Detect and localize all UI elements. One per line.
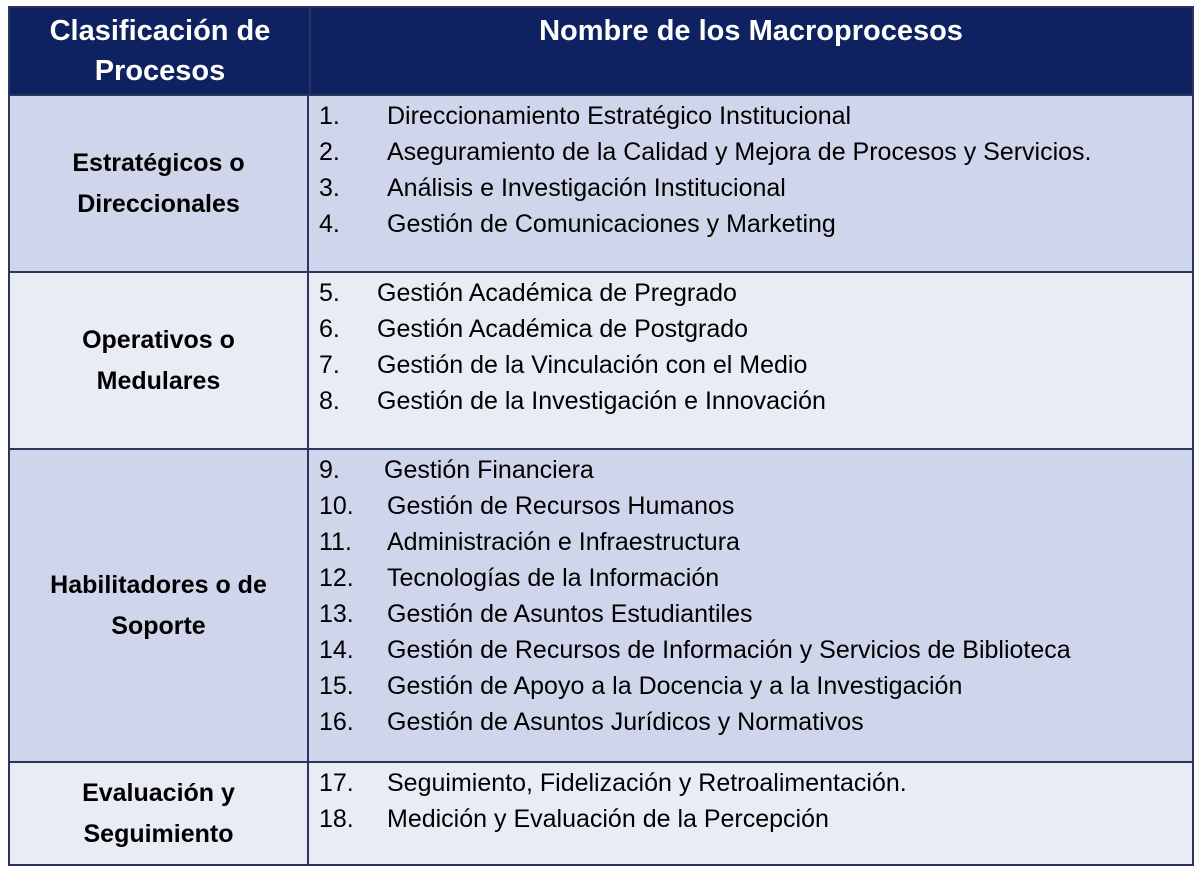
process-name: Gestión Académica de Pregrado	[377, 279, 737, 307]
category-line2: Medulares	[96, 366, 221, 395]
process-name: Gestión de la Investigación e Innovación	[377, 387, 826, 415]
process-number: 8.	[319, 387, 340, 415]
category-line2: Direccionales	[77, 189, 240, 218]
table-row-evaluation	[10, 763, 1192, 864]
category-line2: Seguimiento	[83, 819, 234, 848]
process-name: Administración e Infraestructura	[387, 528, 740, 556]
process-name: Gestión Académica de Postgrado	[377, 315, 749, 343]
process-name: Gestión de Asuntos Jurídicos y Normativos	[387, 708, 864, 736]
process-name: Gestión de Recursos de Información y Servicios de Biblioteca	[387, 636, 1071, 664]
process-name: Gestión de la Vinculación con el Medio	[377, 351, 808, 379]
category-line2: Soporte	[111, 611, 206, 640]
process-number: 11.	[319, 528, 352, 556]
process-list	[311, 450, 1192, 761]
table-row-operational	[10, 273, 1192, 450]
process-number: 13.	[319, 600, 354, 628]
process-number: 3.	[319, 174, 340, 202]
process-number: 10.	[319, 492, 354, 520]
process-name: Seguimiento, Fidelización y Retroalimentación.	[387, 769, 907, 797]
category-cell	[10, 96, 309, 271]
process-number: 14.	[319, 636, 354, 664]
process-name: Gestión de Apoyo a la Docencia y a la Investigación	[387, 672, 963, 700]
process-number: 15.	[319, 672, 354, 700]
category-cell	[10, 763, 309, 864]
table-header	[10, 8, 1192, 96]
process-name: Direccionamiento Estratégico Institucional	[387, 102, 852, 130]
process-list	[311, 96, 1192, 271]
process-number: 9.	[319, 456, 340, 484]
category-line1: Evaluación y	[82, 778, 235, 807]
process-name: Gestión de Asuntos Estudiantiles	[387, 600, 753, 628]
process-number: 6.	[319, 315, 340, 343]
macroprocess-table	[8, 6, 1194, 866]
process-number: 16.	[319, 708, 354, 736]
header-classification-line1: Clasificación de	[49, 15, 271, 47]
process-name: Aseguramiento de la Calidad y Mejora de Procesos y Servicios.	[387, 138, 1092, 166]
process-name: Tecnologías de la Información	[387, 564, 720, 592]
process-number: 18.	[319, 805, 354, 833]
header-classification	[10, 8, 310, 94]
header-classification-line2: Procesos	[94, 55, 226, 87]
category-cell	[10, 450, 309, 761]
category-line1: Operativos o	[82, 325, 235, 354]
category-cell	[10, 273, 309, 448]
process-name: Gestión Financiera	[384, 456, 594, 484]
category-line1: Estratégicos o	[72, 148, 245, 177]
table-row-support	[10, 450, 1192, 763]
process-number: 4.	[319, 210, 340, 238]
category-line1: Habilitadores o de	[50, 570, 267, 599]
process-name: Análisis e Investigación Institucional	[387, 174, 786, 202]
process-number: 17.	[319, 769, 354, 797]
process-name: Gestión de Recursos Humanos	[387, 492, 735, 520]
process-list	[311, 273, 1192, 448]
process-number: 12.	[319, 564, 354, 592]
table-row-strategic	[10, 96, 1192, 273]
process-number: 5.	[319, 279, 340, 307]
header-macroprocess-names: Nombre de los Macroprocesos	[539, 15, 963, 47]
process-name: Gestión de Comunicaciones y Marketing	[387, 210, 836, 238]
process-list	[311, 763, 1192, 864]
process-name: Medición y Evaluación de la Percepción	[387, 805, 829, 833]
process-number: 2.	[319, 138, 340, 166]
process-number: 7.	[319, 351, 340, 379]
process-number: 1.	[319, 102, 340, 130]
